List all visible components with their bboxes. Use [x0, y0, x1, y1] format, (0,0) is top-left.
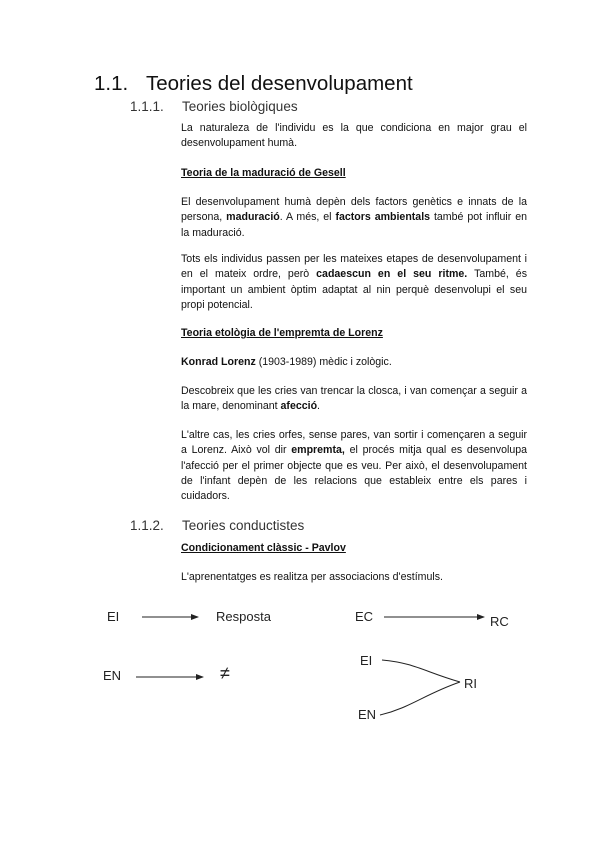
diagram-label-resposta: Resposta: [216, 609, 271, 624]
bold-term: afecció: [280, 400, 318, 413]
bold-term: cadaescun en el seu ritme.: [316, 268, 468, 281]
bold-term: Konrad Lorenz: [181, 356, 256, 368]
pavlov-heading-text: Condicionament clàssic - Pavlov: [181, 542, 346, 554]
text-run: L'altre cas, les cries orfes, sense pares, van sortir i començaren a seguir a Lorenz. Això vol dir: [181, 429, 527, 457]
lorenz-heading-text: Teoria etològia de l'empremta de Lorenz: [181, 327, 383, 339]
diagram-label-ei-left: EI: [107, 609, 120, 624]
section-number: 1.1.: [94, 72, 129, 95]
diagram-label-en-left: EN: [103, 668, 122, 683]
curve-en-to-ri: [380, 682, 460, 715]
curve-ei-to-ri: [382, 660, 460, 682]
text-run: també pot influir en la maduració.: [181, 211, 527, 239]
section-title: Teories del desenvolupament: [146, 72, 413, 95]
text-run: .: [317, 400, 320, 413]
bold-term: maduració: [226, 211, 280, 224]
intro-paragraph: La naturaleza de l'individu es la que condiciona en major grau el desenvolupament humà.: [181, 122, 527, 150]
diagram-label-en-right: EN: [358, 707, 377, 722]
text-run: . A més, el: [279, 211, 336, 224]
diagram-label-ri: RI: [464, 676, 477, 691]
text-run: Descobreix que les cries van trencar la closca, i van començar a seguir a la mare, denominant: [181, 385, 527, 413]
no-response-symbol: ≠: [220, 663, 230, 683]
gesell-heading-text: Teoria de la maduració de Gesell: [181, 167, 346, 179]
text-run: (1903-1989) mèdic i zològic.: [255, 356, 392, 368]
diagram-label-ei-right: EI: [360, 653, 373, 668]
subsection-title: Teories biològiques: [182, 99, 298, 114]
subsection-title: Teories conductistes: [182, 518, 305, 533]
text-run: Tots els individus passen per les mateixes etapes de desenvolupament i en el mateix ordre, però: [181, 253, 527, 281]
pavlov-paragraph-1: L'aprenentatges es realitza per associacions d'estímuls.: [181, 571, 443, 583]
diagram-label-rc: RC: [490, 614, 509, 629]
text-run: També, és important un ambient òptim adaptat al nin perquè desenvolupi el seu propi potencial.: [181, 268, 528, 311]
text-run: el procés mitja qual es desenvolupa l'afecció per el primer objecte que es veu. Per això, el desenvolupament de l'infant depèn de les relacions que estableix entre els pares i cuidadors.: [181, 444, 527, 503]
bold-term: factors ambientals: [335, 211, 431, 224]
text-run: El desenvolupament humà depèn dels factors genètics e innats de la persona,: [181, 196, 527, 224]
diagram-label-ec: EC: [355, 609, 374, 624]
bold-term: empremta,: [291, 444, 345, 457]
subsection-number: 1.1.1.: [130, 99, 164, 114]
subsection-number: 1.1.2.: [130, 518, 164, 533]
